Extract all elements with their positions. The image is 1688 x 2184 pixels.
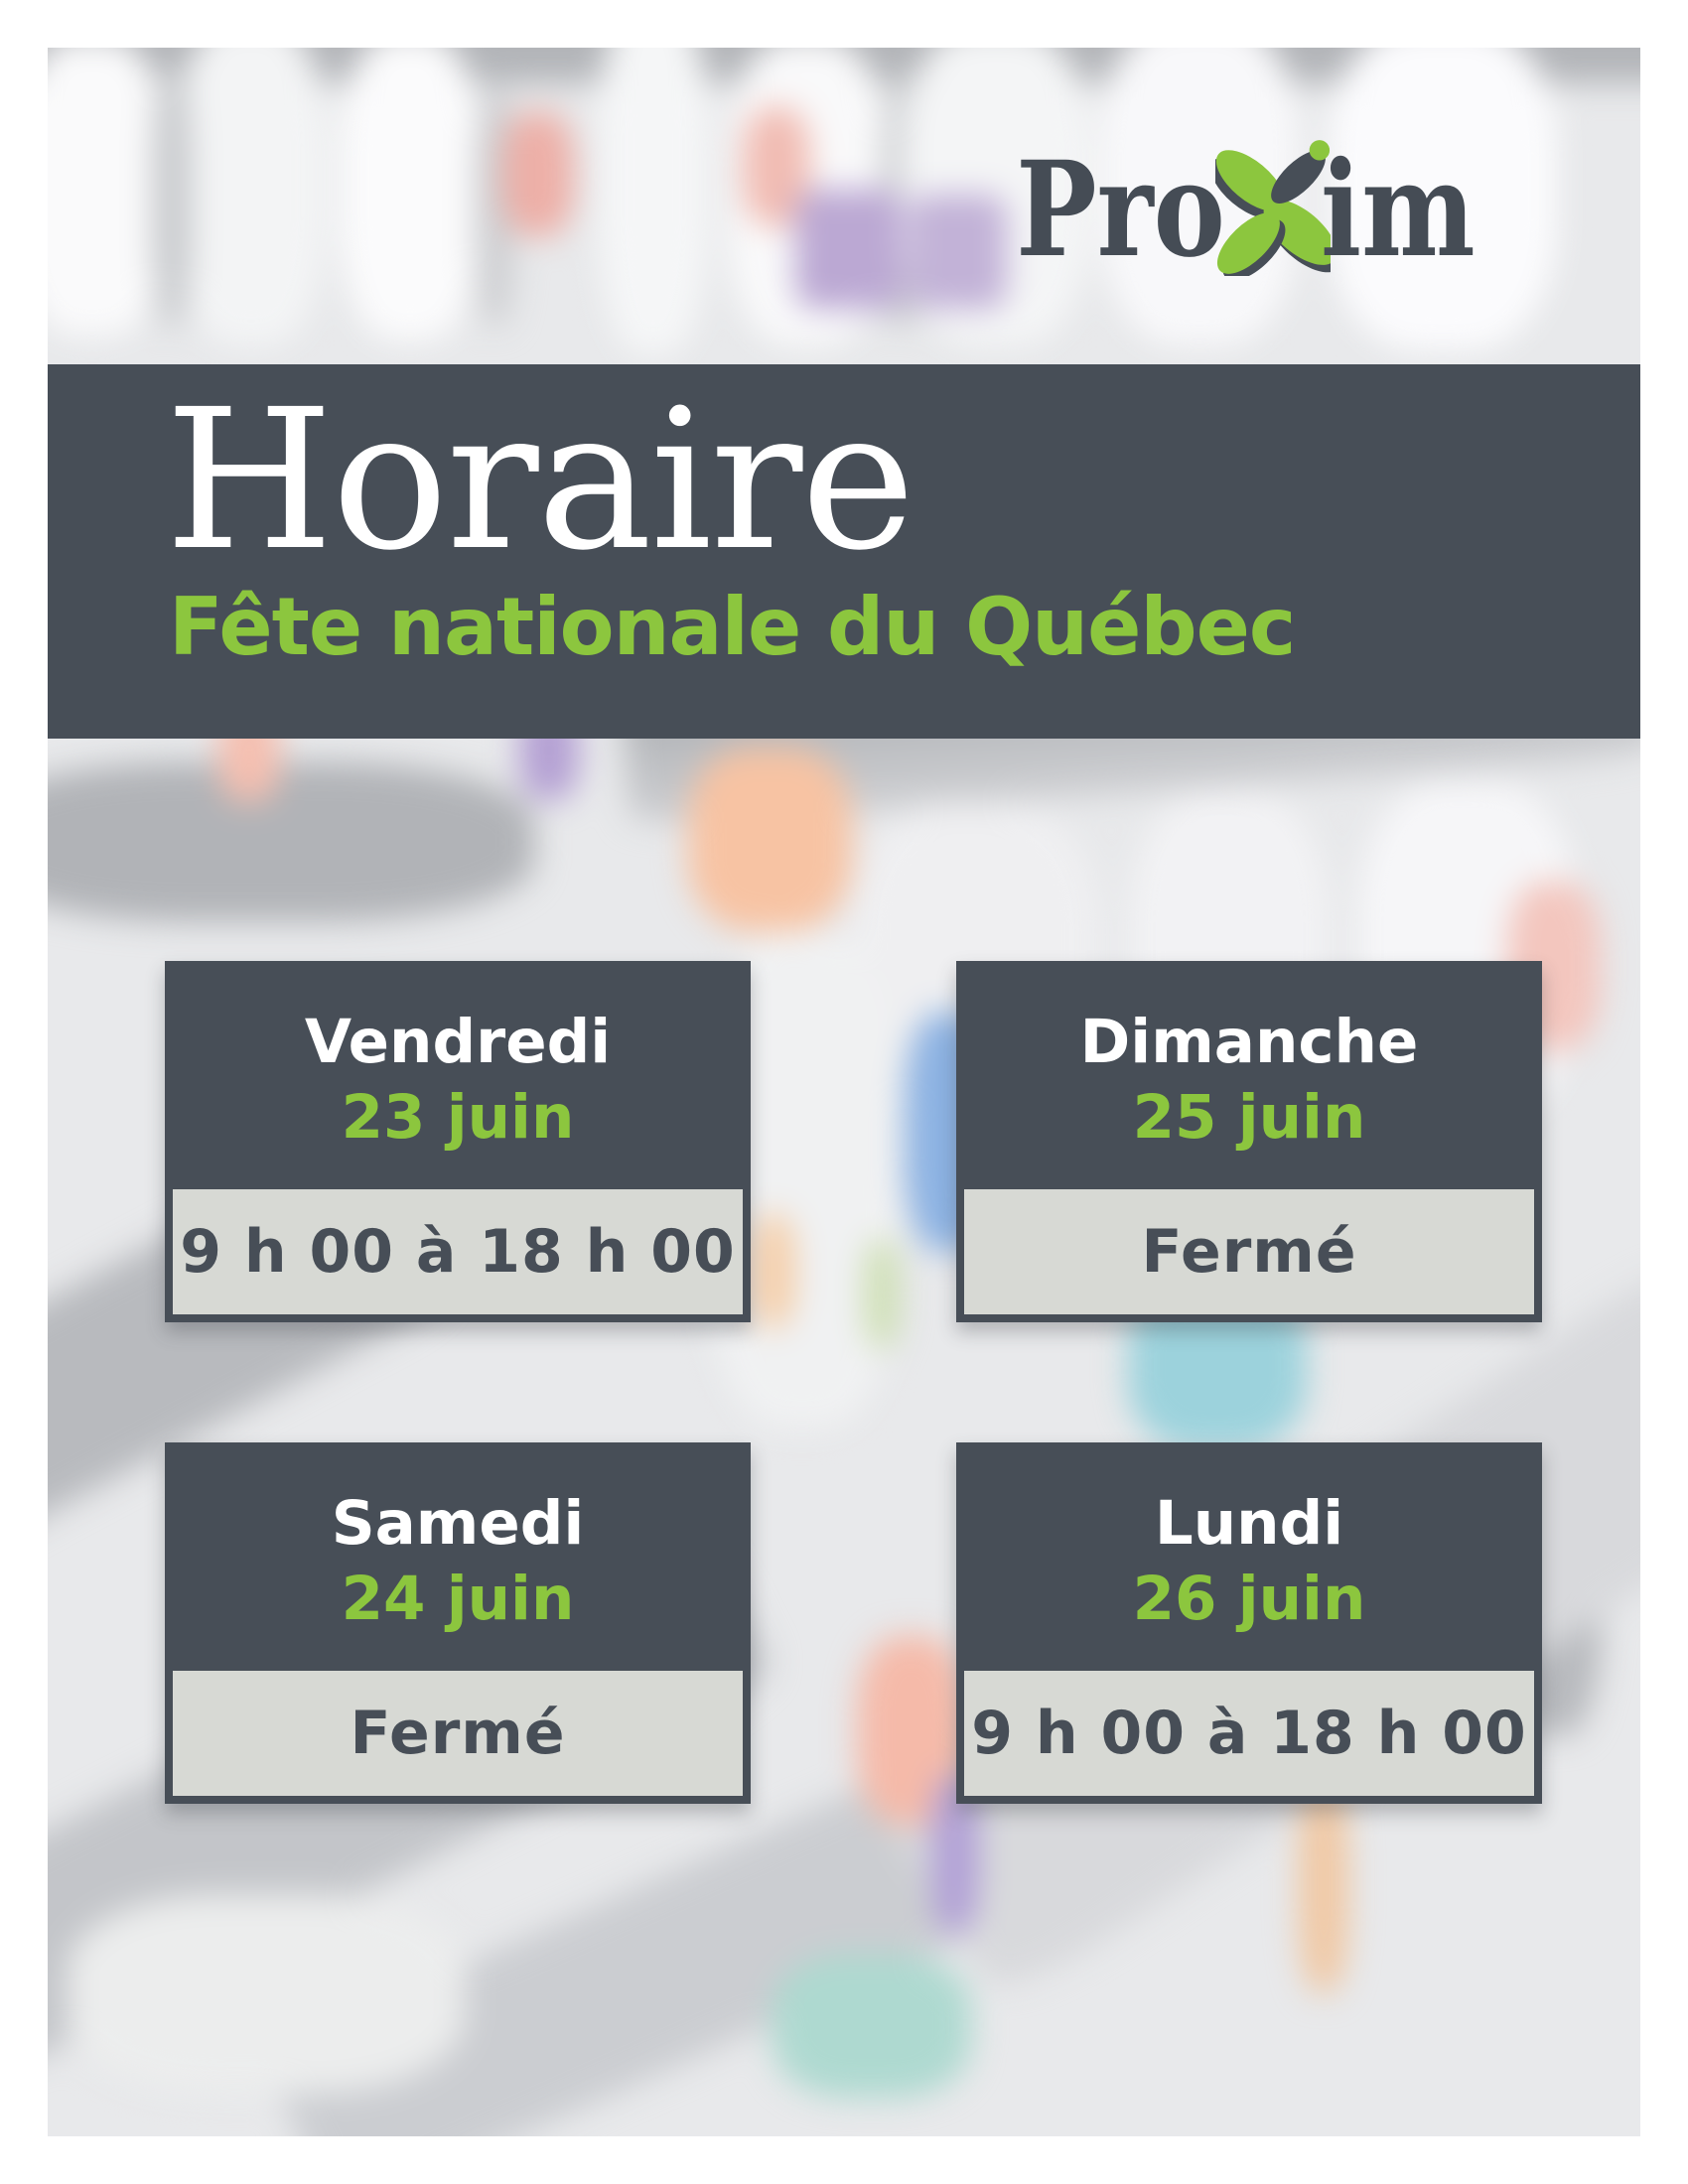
schedule-card-lundi (956, 1442, 1542, 1804)
schedule-card-dimanche (956, 961, 1542, 1322)
card-header (956, 1442, 1542, 1671)
hours-label: Fermé (350, 1699, 566, 1768)
title-banner (48, 364, 1640, 739)
proxim-logo (970, 133, 1509, 287)
hours-label: 9 h 00 à 18 h 00 (971, 1699, 1527, 1768)
date-label: 24 juin (341, 1564, 575, 1634)
schedule-card-vendredi (165, 961, 751, 1322)
hours-box (173, 1189, 743, 1314)
card-header (956, 961, 1542, 1189)
day-label: Samedi (331, 1488, 585, 1559)
day-label: Lundi (1154, 1488, 1344, 1559)
day-label: Dimanche (1079, 1007, 1419, 1077)
hours-box (964, 1671, 1534, 1796)
poster-subtitle: Fête nationale du Québec (169, 581, 1296, 673)
date-label: 25 juin (1132, 1082, 1366, 1153)
poster-title: Horaire (165, 367, 914, 593)
card-header (165, 961, 751, 1189)
proxim-flower-x-icon (1215, 135, 1331, 276)
logo-text-pro: Pro (1016, 133, 1226, 287)
date-label: 26 juin (1132, 1564, 1366, 1634)
day-label: Vendredi (304, 1007, 612, 1077)
date-label: 23 juin (341, 1082, 575, 1153)
logo-text-im: im (1321, 133, 1476, 287)
hours-box (964, 1189, 1534, 1314)
hours-label: 9 h 00 à 18 h 00 (180, 1217, 736, 1287)
hours-label: Fermé (1141, 1217, 1357, 1287)
schedule-card-samedi (165, 1442, 751, 1804)
hours-box (173, 1671, 743, 1796)
card-header (165, 1442, 751, 1671)
